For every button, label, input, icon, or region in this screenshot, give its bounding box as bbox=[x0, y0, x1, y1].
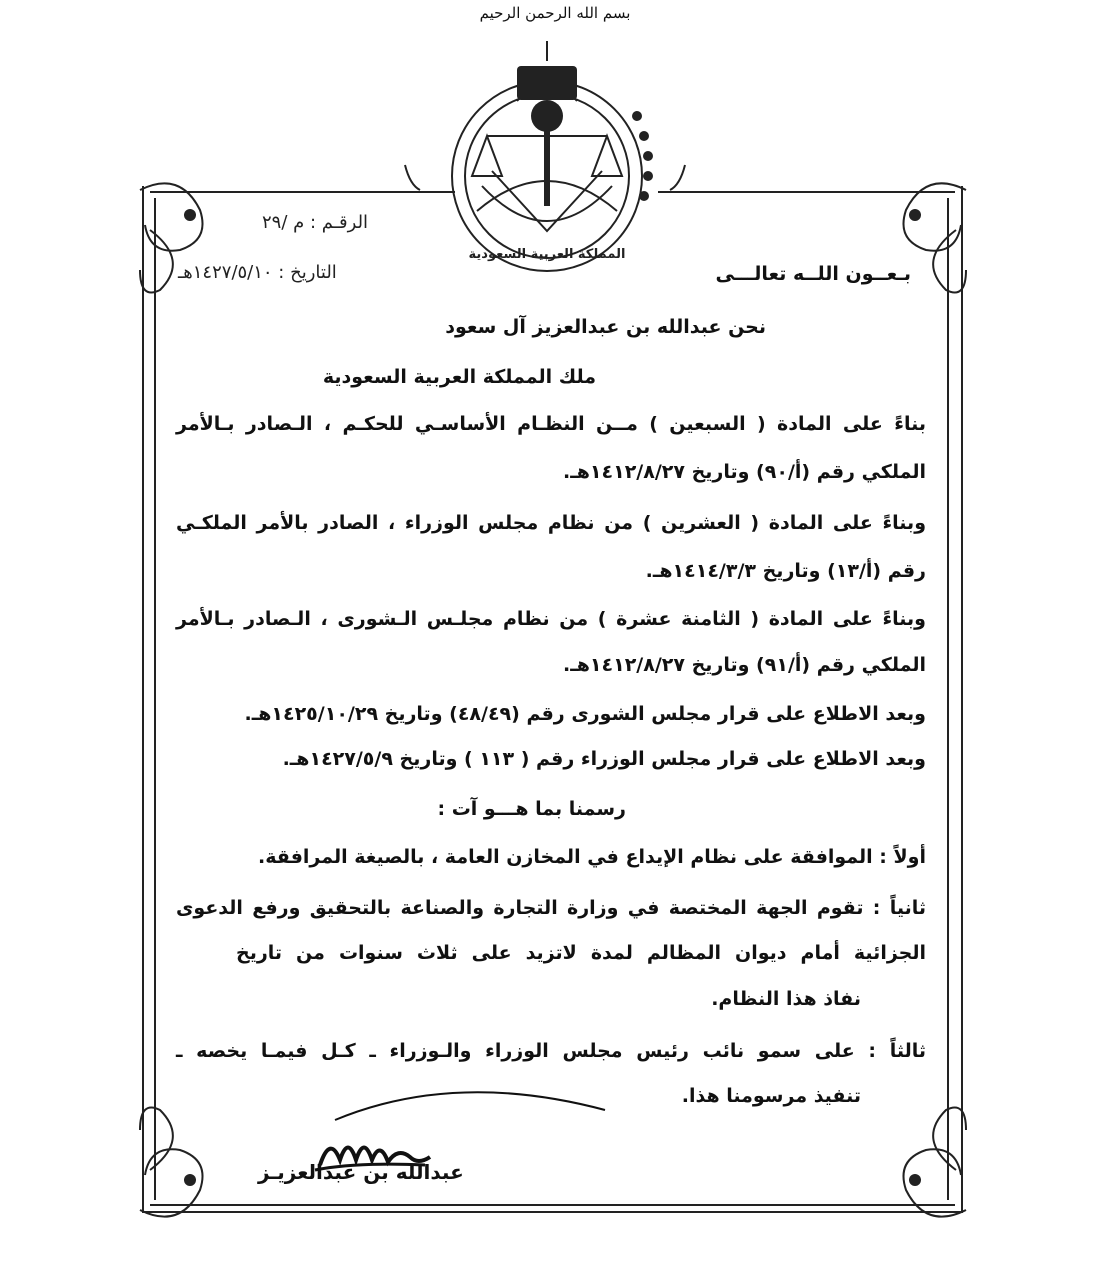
body-line: الملكي رقم (أ/٩٠) وتاريخ ١٤١٢/٨/٢٧هـ. bbox=[563, 461, 926, 483]
decree-date: التاريخ : ١٤٢٧/٥/١٠هـ bbox=[178, 262, 337, 283]
article-first: أولاً : الموافقة على نظام الإيداع في المخازن العامة ، بالصيغة المرافقة. bbox=[258, 846, 926, 868]
reference-number: الرقـم : م /٢٩ bbox=[262, 212, 369, 233]
article-second-cont: نفاذ هذا النظام. bbox=[711, 988, 861, 1010]
emblem-caption: المملكة العربية السعودية bbox=[468, 247, 626, 262]
signatory-name: عبدالله بن عبدالعزيـز bbox=[258, 1160, 464, 1184]
body-line: وبناءً على المادة ( العشرين ) من نظام مجلس الوزراء ، الصادر بالأمر الملكـي bbox=[176, 512, 926, 534]
issuer-title: ملك المملكة العربية السعودية bbox=[322, 366, 596, 388]
body-line: رقم (أ/١٣) وتاريخ ١٤١٤/٣/٣هـ. bbox=[645, 560, 926, 582]
invocation-heading: بـعــون اللــه تعالـــى bbox=[715, 263, 911, 285]
article-third-cont: تنفيذ مرسومنا هذا. bbox=[681, 1085, 861, 1107]
article-second-cont: الجزائية أمام ديوان المظالم لمدة لاتزيد على ثلاث سنوات من تاريخ bbox=[236, 942, 926, 964]
body-line: وبناءً على المادة ( الثامنة عشرة ) من نظام مجلـس الـشورى ، الـصادر بـالأمر bbox=[176, 608, 926, 630]
issuer-line: نحن عبدالله بن عبدالعزيز آل سعود bbox=[445, 316, 766, 338]
body-line: الملكي رقم (أ/٩١) وتاريخ ١٤١٢/٨/٢٧هـ. bbox=[563, 654, 926, 676]
body-line: وبعد الاطلاع على قرار مجلس الوزراء رقم ( ١١٣ ) وتاريخ ١٤٢٧/٥/٩هـ. bbox=[282, 748, 926, 770]
body-line: بناءً على المادة ( السبعين ) مــن النظـام الأساسـي للحكـم ، الـصادر بـالأمر bbox=[176, 413, 926, 435]
article-second: ثانياً : تقوم الجهة المختصة في وزارة التجارة والصناعة بالتحقيق ورفع الدعوى bbox=[176, 897, 926, 919]
decree-intro: رسمنا بما هـــو آت : bbox=[437, 798, 626, 820]
saudi-emblem-icon bbox=[432, 36, 662, 276]
article-third: ثالثاً : على سمو نائب رئيس مجلس الوزراء والـوزراء ـ كـل فيمـا يخصه ـ bbox=[176, 1040, 926, 1062]
signature-flourish bbox=[330, 1085, 610, 1125]
basmala-heading: بسم الله الرحمن الرحيم bbox=[479, 4, 631, 22]
body-line: وبعد الاطلاع على قرار مجلس الشورى رقم (٤٨/٤٩) وتاريخ ١٤٢٥/١٠/٢٩هـ. bbox=[244, 703, 926, 725]
